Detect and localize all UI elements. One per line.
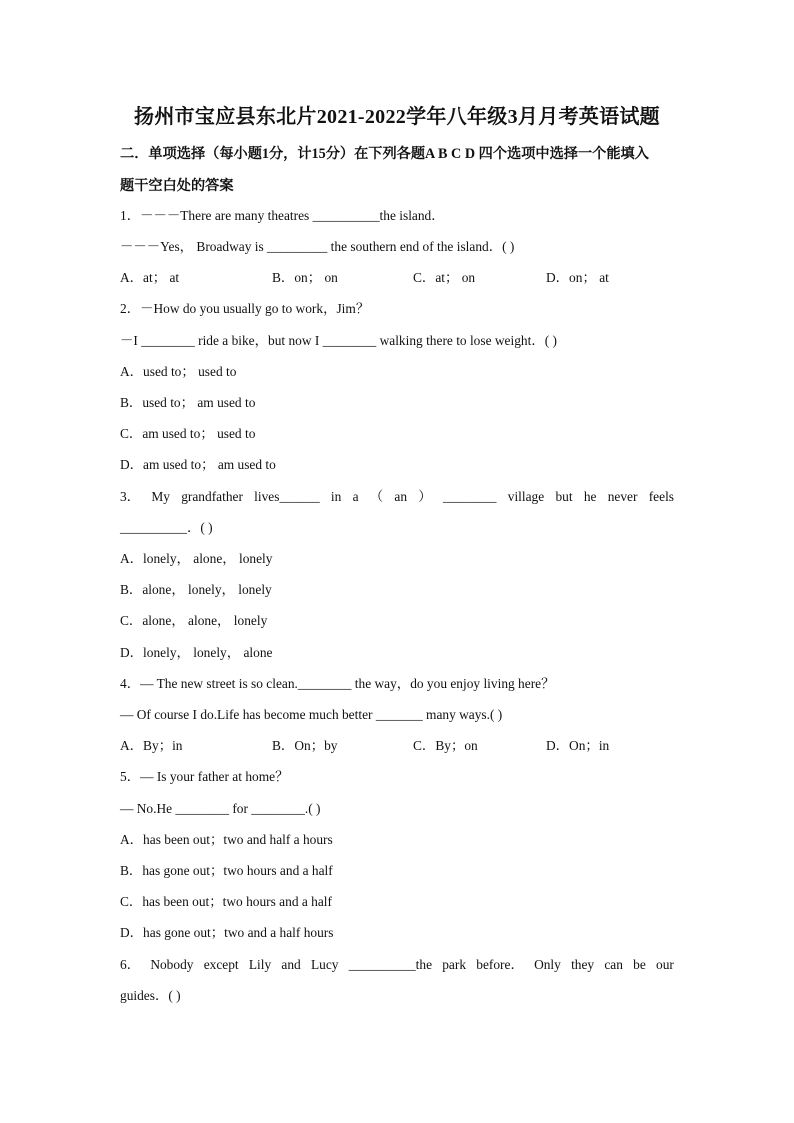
q2-line2: －I ________ ride a bike，but now I ________ walking there to lose weight．( ) xyxy=(120,333,557,348)
q3-option-d: D．lonely， lonely， alone xyxy=(120,645,273,660)
q3-word: an xyxy=(394,489,408,504)
q4-line2: — Of course I do.Life has become much better _______ many ways.( ) xyxy=(120,707,503,722)
q5-option-b: B．has gone out；two hours and a half xyxy=(120,863,333,878)
q6-word: __________the xyxy=(348,957,433,972)
q3-word: My xyxy=(151,489,170,504)
q6-word: Only xyxy=(534,957,561,972)
q6-word: they xyxy=(571,957,595,972)
q3-word: village xyxy=(507,489,545,504)
q2-option-a: A．used to； used to xyxy=(120,364,237,379)
q3-option-c: C．alone， alone， lonely xyxy=(120,613,268,628)
q1-option-c: C．at； on xyxy=(413,270,476,285)
q6-word: park xyxy=(442,957,467,972)
q3-word: 3． xyxy=(120,489,141,504)
q6-word: 6． xyxy=(120,957,141,972)
q4-option-a: A．By；in xyxy=(120,738,183,753)
q6-word: Lucy xyxy=(310,957,339,972)
q4-stem: 4．— The new street is so clean.________ the way，do you enjoy living here？ xyxy=(120,676,555,691)
q3-word: （ xyxy=(369,489,384,504)
q3-word: a xyxy=(352,489,359,504)
q2-option-b: B．used to； am used to xyxy=(120,395,256,410)
q3-word: ________ xyxy=(442,489,497,504)
q1-option-a: A．at； at xyxy=(120,270,180,285)
q5-option-c: C．has been out；two hours and a half xyxy=(120,894,332,909)
q1-option-b: B．on； on xyxy=(272,270,338,285)
q6-word: Nobody xyxy=(150,957,194,972)
q4-option-d: D．On；in xyxy=(546,738,610,753)
q6-line2: guides．( ) xyxy=(120,988,181,1003)
q6-word: except xyxy=(203,957,239,972)
q6-stem xyxy=(120,956,674,974)
q2-option-d: D．am used to； am used to xyxy=(120,457,276,472)
q2-option-c: C．am used to； used to xyxy=(120,426,256,441)
q3-option-b: B．alone， lonely， lonely xyxy=(120,582,272,597)
q3-word: grandfather xyxy=(181,489,243,504)
q6-word: and xyxy=(281,957,301,972)
page-title: 扬州市宝应县东北片2021-2022学年八年级3月月考英语试题 xyxy=(134,106,660,128)
q3-word: in xyxy=(330,489,342,504)
q1-line2: －－－Yes， Broadway is _________ the southern end of the island．( ) xyxy=(120,239,515,254)
q2-stem: 2．－How do you usually go to work，Jim？ xyxy=(120,301,370,316)
q3-word: but xyxy=(555,489,573,504)
q3-word: feels xyxy=(648,489,674,504)
q3-word: he xyxy=(583,489,597,504)
q3-option-a: A．lonely， alone， lonely xyxy=(120,551,273,566)
q6-word: can xyxy=(604,957,623,972)
section-heading: 二．单项选择（每小题1分，计15分）在下列各题A B C D 四个选项中选择一个能填入 xyxy=(120,146,649,162)
q4-option-b: B．On；by xyxy=(272,738,338,753)
q5-option-a: A．has been out；two and half a hours xyxy=(120,832,333,847)
q6-word: Lily xyxy=(248,957,272,972)
q3-word: lives______ xyxy=(254,489,320,504)
q3-word: ） xyxy=(418,489,432,504)
q3-stem xyxy=(120,488,674,506)
q5-stem: 5．— Is your father at home？ xyxy=(120,769,289,784)
section-heading-cont: 题干空白处的答案 xyxy=(120,178,234,194)
q5-line2: — No.He ________ for ________.( ) xyxy=(120,801,321,816)
q3-line2: __________．( ) xyxy=(120,520,213,535)
q6-word: our xyxy=(656,957,674,972)
q5-option-d: D．has gone out；two and a half hours xyxy=(120,925,334,940)
q6-word: be xyxy=(633,957,646,972)
q4-option-c: C．By；on xyxy=(413,738,478,753)
q1-option-d: D．on； at xyxy=(546,270,609,285)
q1-stem: 1．－－－There are many theatres __________the island． xyxy=(120,208,445,223)
q3-word: never xyxy=(607,489,638,504)
q6-word: before． xyxy=(476,957,524,972)
